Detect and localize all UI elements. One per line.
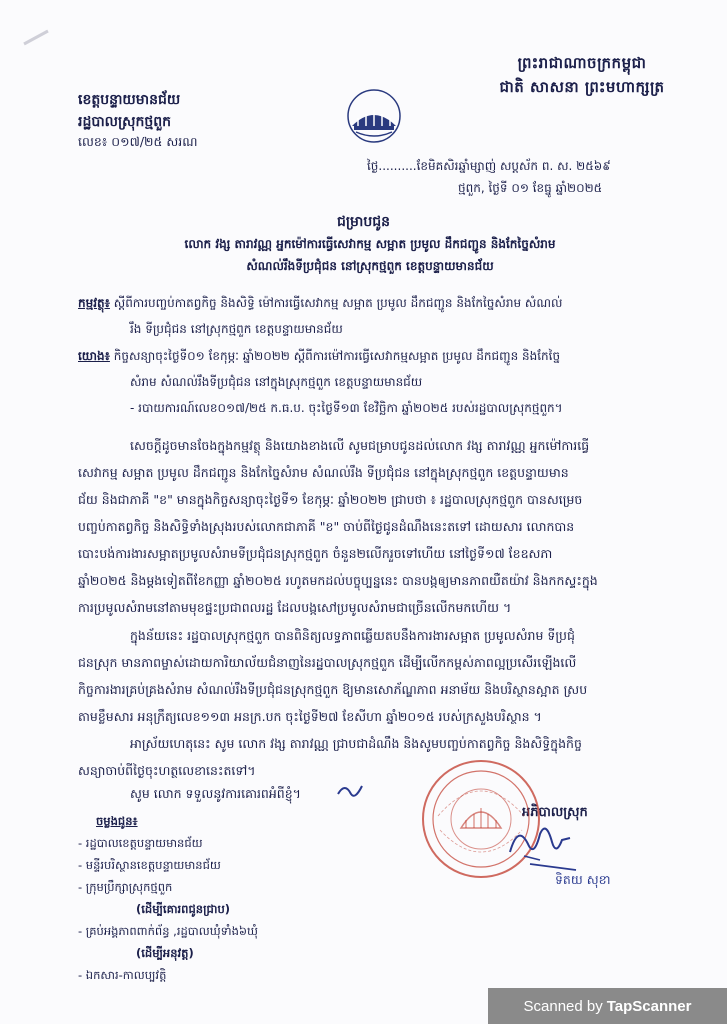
cc-item: - មន្ទីរបរិស្ថានខេត្តបន្ទាយមានជ័យ — [78, 858, 221, 872]
reference-item-1-line-1: កិច្ចសន្យាចុះថ្ងៃទី០១ ខែកុម្ភៈ ឆ្នាំ២០២២ ស្តីពីការម៉ៅការធ្វើសេវាកម្មសម្អាត ប្រមូល ដឹកជញ្ជូន និងកែច្នៃ — [113, 349, 561, 363]
subject-text-1: ស្តីពីការបញ្ចប់កាតព្វកិច្ច និងសិទ្ធិ ម៉ៅការធ្វើសេវាកម្ម សម្អាត ប្រមូល ដឹកជញ្ជូន និងកែច្នៃសំរាម សំណល់ — [113, 296, 563, 310]
reference-label: យោង៖ — [78, 349, 110, 363]
cc-note: (ដើម្បីអនុវត្ត) — [136, 946, 194, 960]
closing-line: សូម លោក ទទួលនូវការគោរពអំពីខ្ញុំ។ — [130, 786, 301, 801]
scanner-brand: TapScanner — [606, 997, 692, 1015]
scanner-watermark — [488, 988, 727, 1024]
body-line: សន្យាចាប់ពីថ្ងៃចុះហត្ថលេខានេះតទៅ។ — [78, 763, 256, 778]
body-line: តាមខ្លឹមសារ អនុក្រឹត្យលេខ១១៣ អនក្រ.បក ចុះថ្ងៃទី២៧ ខែសីហា ឆ្នាំ២០១៥ របស់ក្រសួងបរិស្ថាន ។ — [78, 709, 542, 724]
body-paragraph-3 — [78, 730, 698, 784]
cc-item: - រដ្ឋបាលខេត្តបន្ទាយមានជ័យ — [78, 836, 203, 850]
cc-heading: ចម្លងជូន៖ — [96, 814, 138, 828]
body-line: ជនស្រុក មានភាពម្ចាស់ដោយការិយាល័យជំនាញនៃរដ្ឋបាលស្រុកថ្មពួក ដើម្បីលើកកម្ពស់ភាពល្អប្រសើរឡើងលើ — [78, 655, 577, 670]
province-name: ខេត្តបន្ទាយមានជ័យ — [78, 92, 181, 108]
body-line: សេវាកម្ម សម្អាត ប្រមូល ដឹកជញ្ជូន និងកែច្នៃសំរាម សំណល់រឹង ទីប្រជុំជន នៅក្នុងស្រុកថ្មពួក ខេត្តបន្ទាយមាន — [78, 465, 569, 480]
body-line: អាស្រ័យហេតុនេះ សូម លោក វង្ស តារាវណ្ណ ជ្រាបជាដំណឹង និងសូមបញ្ចប់កាតព្វកិច្ច និងសិទ្ធិក្នុងកិច្ច — [130, 736, 582, 751]
cc-note: (ដើម្បីគោរពជូនជ្រាប) — [136, 902, 231, 916]
reference-item-2: - របាយការណ៍លេខ០១៧/២៥ ក.ធ.ប. ចុះថ្ងៃទី១៣ ខែវិច្ឆិកា ឆ្នាំ២០២៥ របស់រដ្ឋបាលស្រុកថ្មពួក។ — [130, 401, 563, 415]
body-line: បោះបង់ការងារសម្អាតប្រមូលសំរាមទីប្រជុំជនស្រុកថ្មពួក ចំនួន២លើករួចទៅហើយ នៅថ្ងៃទី១៧ ខែឧសភា — [78, 546, 553, 561]
body-paragraph-1 — [78, 432, 698, 621]
kingdom-title: ព្រះរាជាណាចក្រកម្ពុជា — [517, 54, 647, 72]
national-motto: ជាតិ សាសនា ព្រះមហាក្សត្រ — [499, 78, 665, 96]
national-emblem-icon — [344, 86, 404, 148]
reference-number: លេខ៖ ០១៧/២៥ សរណ — [78, 134, 198, 149]
cc-list — [78, 810, 398, 986]
body-line: ក្នុងន័យនេះ រដ្ឋបាលស្រុកថ្មពួក បានពិនិត្យលទ្ធភាពឆ្លើយតបនឹងការងារសម្អាត ប្រមូលសំរាម ទីប្រជុំ — [130, 628, 575, 643]
lunar-date: ថ្ងៃ..........ខែមិគសិរឆ្នាំម្សាញ់ សប្តស័ក ព. ស. ២៥៦៩ — [367, 159, 611, 173]
body-line: ឆ្នាំ២០២៥ និងម្តងទៀតពីខែកញ្ញា ឆ្នាំ២០២៥ រហូតមកដល់បច្ចុប្បន្ននេះ បានបង្កឲ្យមានភាពយឺតយ៉ាវ និងកកស្ទះក្នុង — [78, 573, 598, 588]
addressee-line-2: សំណល់រឹងទីប្រជុំជន នៅស្រុកថ្មពួក ខេត្តបន្ទាយមានជ័យ — [246, 259, 494, 273]
district-admin: រដ្ឋបាលស្រុកថ្មពួក — [78, 114, 172, 130]
body-line: ការប្រមូលសំរាមនៅតាមមុខផ្ទះប្រជាពលរដ្ឋ ដែលបង្កសៅប្រមូលសំរាមជាច្រើនលើកមកហើយ ។ — [78, 600, 512, 615]
cc-item: - ក្រុមប្រឹក្សាស្រុកថ្មពួក — [78, 880, 173, 894]
reference-block — [78, 343, 698, 421]
reference-item-1-line-2: សំរាម សំណល់រឹងទីប្រជុំជន នៅក្នុងស្រុកថ្មពួក ខេត្តបន្ទាយមានជ័យ — [130, 375, 423, 389]
subject-label: កម្មវត្ថុ៖ — [78, 296, 110, 310]
body-line: ជ័យ និងជាភាគី "ខ" មានក្នុងកិច្ចសន្យាចុះថ្ងៃទី១ ខែកុម្ភៈ ឆ្នាំ២០២២ ជ្រាបថា ៖ រដ្ឋបាលស្រុកថ្មពួក បានសម្រេច — [78, 492, 583, 507]
body-line: កិច្ចការងារគ្រប់គ្រងសំរាម សំណល់រឹងទីប្រជុំជនស្រុកថ្មពួក ឱ្យមានសោភ័ណ្ឌភាព អនាម័យ និងបរិស្ថានស្អាត ស្រប — [78, 682, 588, 697]
solar-date: ថ្មពួក, ថ្ងៃទី ០១ ខែធ្នូ ឆ្នាំ២០២៥ — [458, 181, 603, 195]
subject-block — [78, 290, 698, 342]
signatory-name: ទិតយ សុខា — [555, 872, 611, 887]
body-line: សេចក្តីដូចមានចែងក្នុងកម្មវត្ថុ និងយោងខាងលើ សូមជម្រាបជូនដល់លោក វង្ស តារាវណ្ណ អ្នកម៉ៅការធ្វើ — [130, 438, 590, 453]
signatory-title: អភិបាលស្រុក — [522, 805, 588, 820]
initial-mark — [335, 780, 365, 802]
fold-mark — [22, 28, 52, 46]
cc-item: - គ្រប់អង្គភាពពាក់ព័ន្ធ ,រដ្ឋបាលឃុំទាំង៦ឃុំ — [78, 924, 258, 938]
subject-text-2: រឹង ទីប្រជុំជន នៅស្រុកថ្មពួក ខេត្តបន្ទាយមានជ័យ — [130, 322, 343, 336]
cc-item: - ឯកសារ-កាលប្បវត្តិ — [78, 968, 167, 982]
notice-title: ជម្រាបជូន — [336, 214, 391, 230]
body-line: បញ្ចប់កាតព្វកិច្ច និងសិទ្ធិទាំងស្រុងរបស់លោកជាភាគី "ខ" ចាប់ពីថ្ងៃជូនដំណឹងនេះតទៅ ដោយសារ លោកបាន — [78, 519, 575, 534]
body-paragraph-2 — [78, 622, 698, 730]
scanner-prefix: Scanned by — [523, 997, 603, 1015]
addressee-line-1: លោក វង្ស តារាវណ្ណ អ្នកម៉ៅការធ្វើសេវាកម្ម សម្អាត ប្រមូល ដឹកជញ្ជូន និងកែច្នៃសំរាម — [184, 237, 556, 251]
